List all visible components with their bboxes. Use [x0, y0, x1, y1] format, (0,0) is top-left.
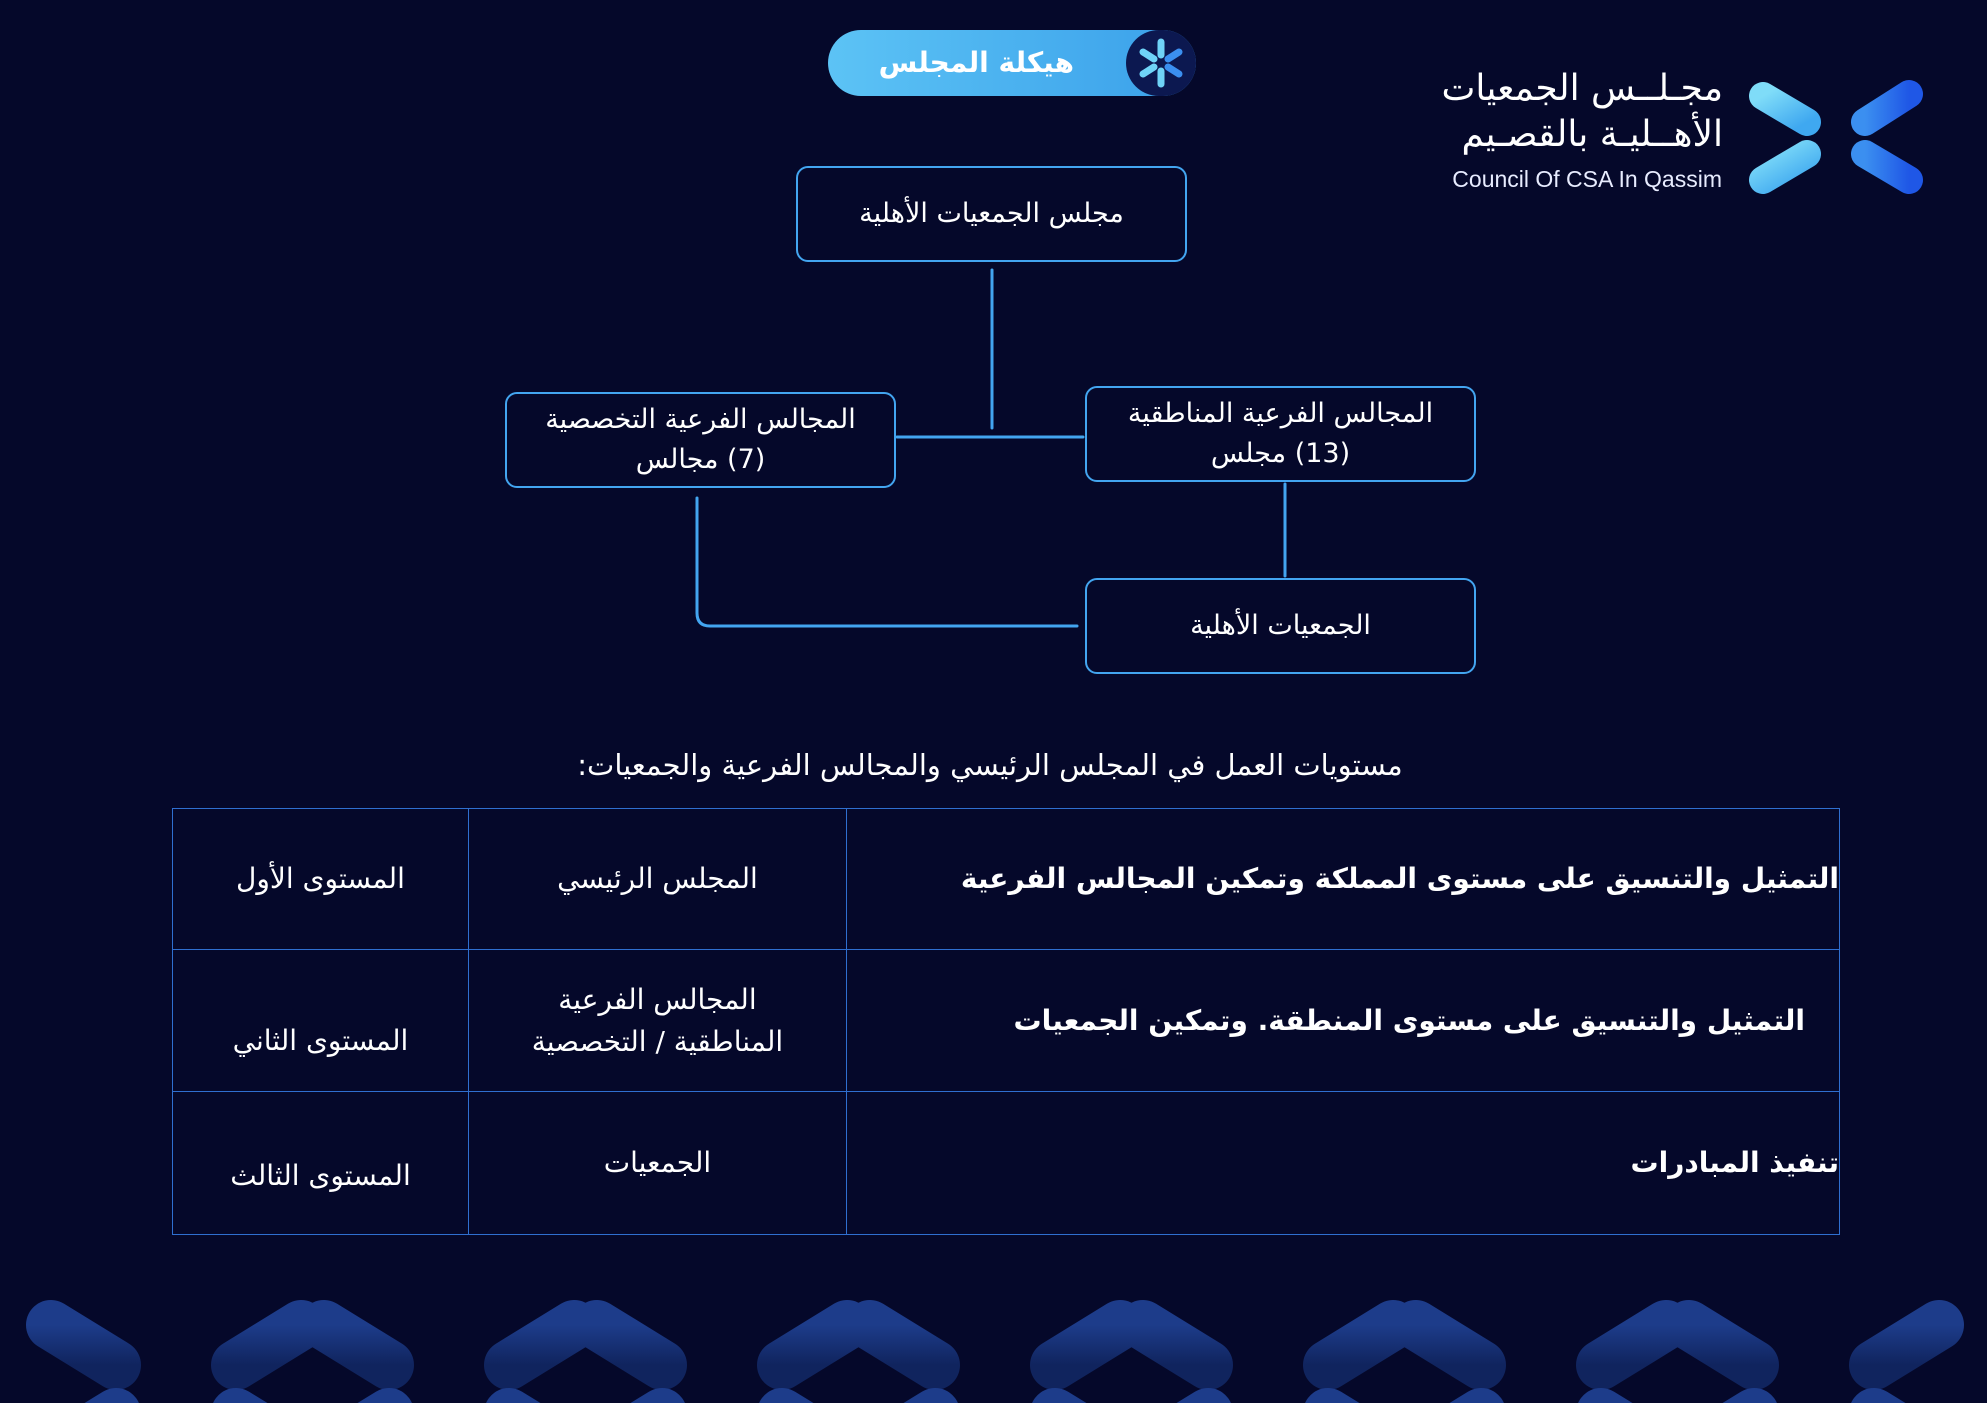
- row1-description: التمثيل والتنسيق على مستوى المملكة وتمكين المجالس الفرعية: [960, 862, 1839, 895]
- pattern-motif: [324, 1261, 574, 1403]
- pattern-motif: [1416, 1261, 1666, 1403]
- table-cell-description: [847, 809, 1840, 950]
- org-box-specialized: [505, 392, 896, 488]
- org-box-root: [796, 166, 1187, 262]
- org-associations-label: الجمعيات الأهلية: [1190, 610, 1371, 641]
- section-heading: مستويات العمل في المجلس الرئيسي والمجالس الفرعية والجمعيات:: [577, 748, 1403, 782]
- table-cell-body: [468, 950, 846, 1092]
- table-row: [173, 809, 1840, 950]
- org-box-associations: [1085, 578, 1476, 674]
- row3-level: المستوى الثالث: [230, 1159, 411, 1192]
- org-specialized-line2: (7) مجالس: [635, 444, 766, 475]
- logo-english-name: Council Of CSA In Qassim: [1452, 166, 1722, 192]
- table-cell-body: المجلس الرئيسي: [468, 809, 846, 950]
- pattern-motif-row: [51, 1261, 1939, 1403]
- pattern-motif: [597, 1261, 847, 1403]
- pattern-motif: [51, 1261, 301, 1403]
- table-cell-body: الجمعيات: [468, 1092, 846, 1235]
- connector-specialized-to-associations: [697, 498, 1077, 626]
- row2-body-line1: المجالس الفرعية: [558, 982, 757, 1016]
- row2-level: المستوى الثاني: [232, 1023, 409, 1057]
- row2-body-line2: المناطقية / التخصصية: [531, 1024, 784, 1058]
- table-row: [173, 950, 1840, 1092]
- table-cell-description: التمثيل والتنسيق على مستوى المنطقة. وتمكين الجمعيات: [847, 950, 1840, 1092]
- org-root-label: مجلس الجمعيات الأهلية: [859, 198, 1124, 229]
- table-cell-level: المستوى الأول: [173, 809, 469, 950]
- org-regional-line2: (13) مجلس: [1210, 438, 1351, 469]
- org-regional-line1: المجالس الفرعية المناطقية: [1127, 398, 1434, 429]
- decorative-pattern: [0, 1225, 1987, 1403]
- table-cell-level: [173, 950, 469, 1092]
- pattern-motif: [1689, 1261, 1939, 1403]
- table-row: [173, 1092, 1840, 1235]
- table-cell-description: تنفيذ المبادرات: [847, 1092, 1840, 1235]
- page-title: هيكلة المجلس: [878, 46, 1074, 79]
- table-cell-level: [173, 1092, 469, 1235]
- org-box-regional: [1085, 386, 1476, 482]
- org-specialized-line1: المجالس الفرعية التخصصية: [545, 404, 856, 435]
- levels-table: [172, 808, 1840, 1235]
- logo-arabic-line-2: الأهــليـة بالقصـيم: [1461, 114, 1723, 155]
- logo-arabic-line-1: مجـلــس الجمعيات: [1441, 68, 1723, 109]
- pattern-motif: [870, 1261, 1120, 1403]
- pattern-motif: [1143, 1261, 1393, 1403]
